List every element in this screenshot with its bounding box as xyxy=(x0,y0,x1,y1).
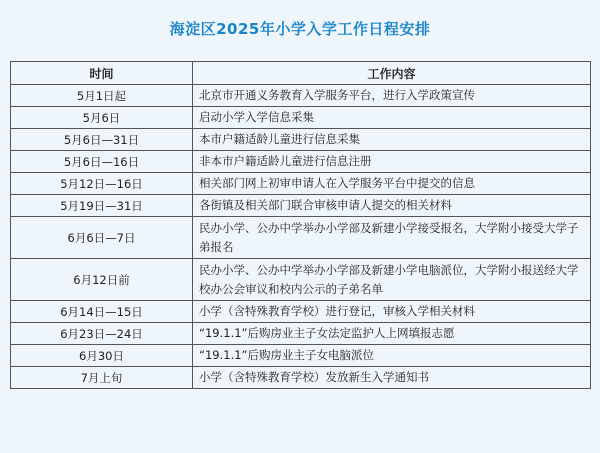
row-content: 北京市开通义务教育入学服务平台，进行入学政策宣传 xyxy=(193,85,591,107)
row-date: 6月12日前 xyxy=(11,259,193,301)
table-row xyxy=(11,173,591,195)
table-header-row xyxy=(11,62,591,85)
table-row xyxy=(11,323,591,345)
column-header-content: 工作内容 xyxy=(193,62,591,85)
row-content: 启动小学入学信息采集 xyxy=(193,107,591,129)
row-content: 小学（含特殊教育学校）发放新生入学通知书 xyxy=(193,367,591,389)
table-row xyxy=(11,129,591,151)
page-title: 海淀区2025年小学入学工作日程安排 xyxy=(169,20,431,38)
schedule-table xyxy=(10,61,591,389)
table-row xyxy=(11,367,591,389)
table-row xyxy=(11,259,591,301)
row-content: 相关部门网上初审申请人在入学服务平台中提交的信息 xyxy=(193,173,591,195)
row-date: 7月上旬 xyxy=(11,367,193,389)
row-content: 各街镇及相关部门联合审核申请人提交的相关材料 xyxy=(193,195,591,217)
row-date: 5月19日—31日 xyxy=(11,195,193,217)
row-content: “19.1.1”后购房业主子女电脑派位 xyxy=(193,345,591,367)
row-content: 小学（含特殊教育学校）进行登记，审核入学相关材料 xyxy=(193,301,591,323)
row-date: 5月6日—31日 xyxy=(11,129,193,151)
row-date: 5月6日 xyxy=(11,107,193,129)
table-row xyxy=(11,195,591,217)
table-row xyxy=(11,217,591,259)
row-content: 本市户籍适龄儿童进行信息采集 xyxy=(193,129,591,151)
table-row xyxy=(11,151,591,173)
table-row xyxy=(11,301,591,323)
row-date: 5月6日—16日 xyxy=(11,151,193,173)
row-date: 6月30日 xyxy=(11,345,193,367)
row-content: 民办小学、公办中学举办小学部及新建小学接受报名，大学附小接受大学子弟报名 xyxy=(193,217,591,259)
row-date: 6月23日—24日 xyxy=(11,323,193,345)
table-row xyxy=(11,85,591,107)
row-date: 6月6日—7日 xyxy=(11,217,193,259)
row-date: 6月14日—15日 xyxy=(11,301,193,323)
row-content: 民办小学、公办中学举办小学部及新建小学电脑派位，大学附小报送经大学校办公会审议和校内公示的子弟名单 xyxy=(193,259,591,301)
column-header-time: 时间 xyxy=(11,62,193,85)
table-row xyxy=(11,345,591,367)
row-content: “19.1.1”后购房业主子女法定监护人上网填报志愿 xyxy=(193,323,591,345)
row-date: 5月1日起 xyxy=(11,85,193,107)
row-date: 5月12日—16日 xyxy=(11,173,193,195)
table-row xyxy=(11,107,591,129)
row-content: 非本市户籍适龄儿童进行信息注册 xyxy=(193,151,591,173)
